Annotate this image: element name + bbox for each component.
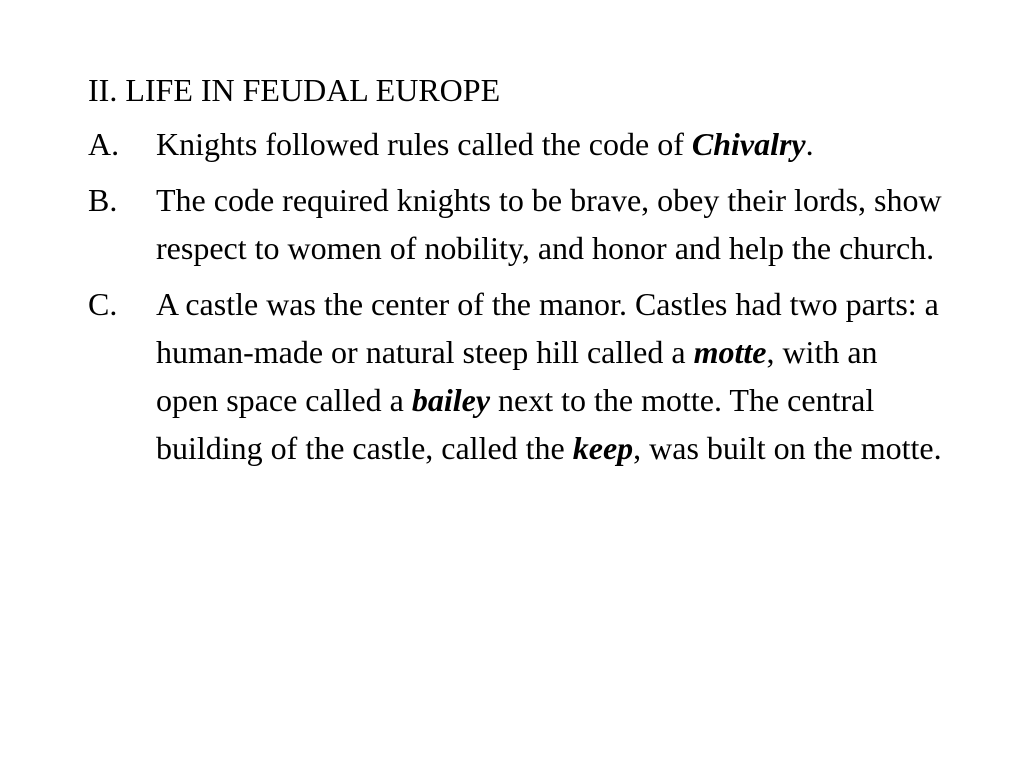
text-segment: next to the motte. The central building of the castle, called the bbox=[156, 382, 875, 466]
term-chivalry: Chivalry bbox=[691, 126, 806, 162]
list-marker-c: C. bbox=[88, 286, 118, 322]
list-text-b bbox=[156, 176, 946, 272]
term-keep: keep bbox=[572, 430, 634, 466]
list-text-a bbox=[156, 120, 946, 168]
list-marker-a: A. bbox=[88, 126, 120, 162]
term-bailey: bailey bbox=[411, 382, 491, 418]
text-segment: The code required knights to be brave, obey their lords, show respect to women of nobility, and honor and help the church. bbox=[156, 182, 942, 266]
term-motte: motte bbox=[693, 334, 767, 370]
text-segment: . bbox=[805, 126, 814, 162]
slide-content bbox=[88, 68, 958, 480]
list-item-c bbox=[88, 280, 958, 472]
text-segment: , with an open space called a bbox=[156, 334, 878, 418]
text-segment: Knights followed rules called the code of bbox=[156, 126, 692, 162]
list-text-c bbox=[156, 280, 946, 472]
section-heading: II. LIFE IN FEUDAL EUROPE bbox=[88, 72, 501, 108]
list-item-b bbox=[88, 176, 958, 272]
text-segment: , was built on the motte. bbox=[633, 430, 942, 466]
list-item-a bbox=[88, 120, 958, 168]
text-segment: A castle was the center of the manor. Castles had two parts: a human-made or natural steep hill called a bbox=[156, 286, 939, 370]
list-marker-b: B. bbox=[88, 182, 118, 218]
